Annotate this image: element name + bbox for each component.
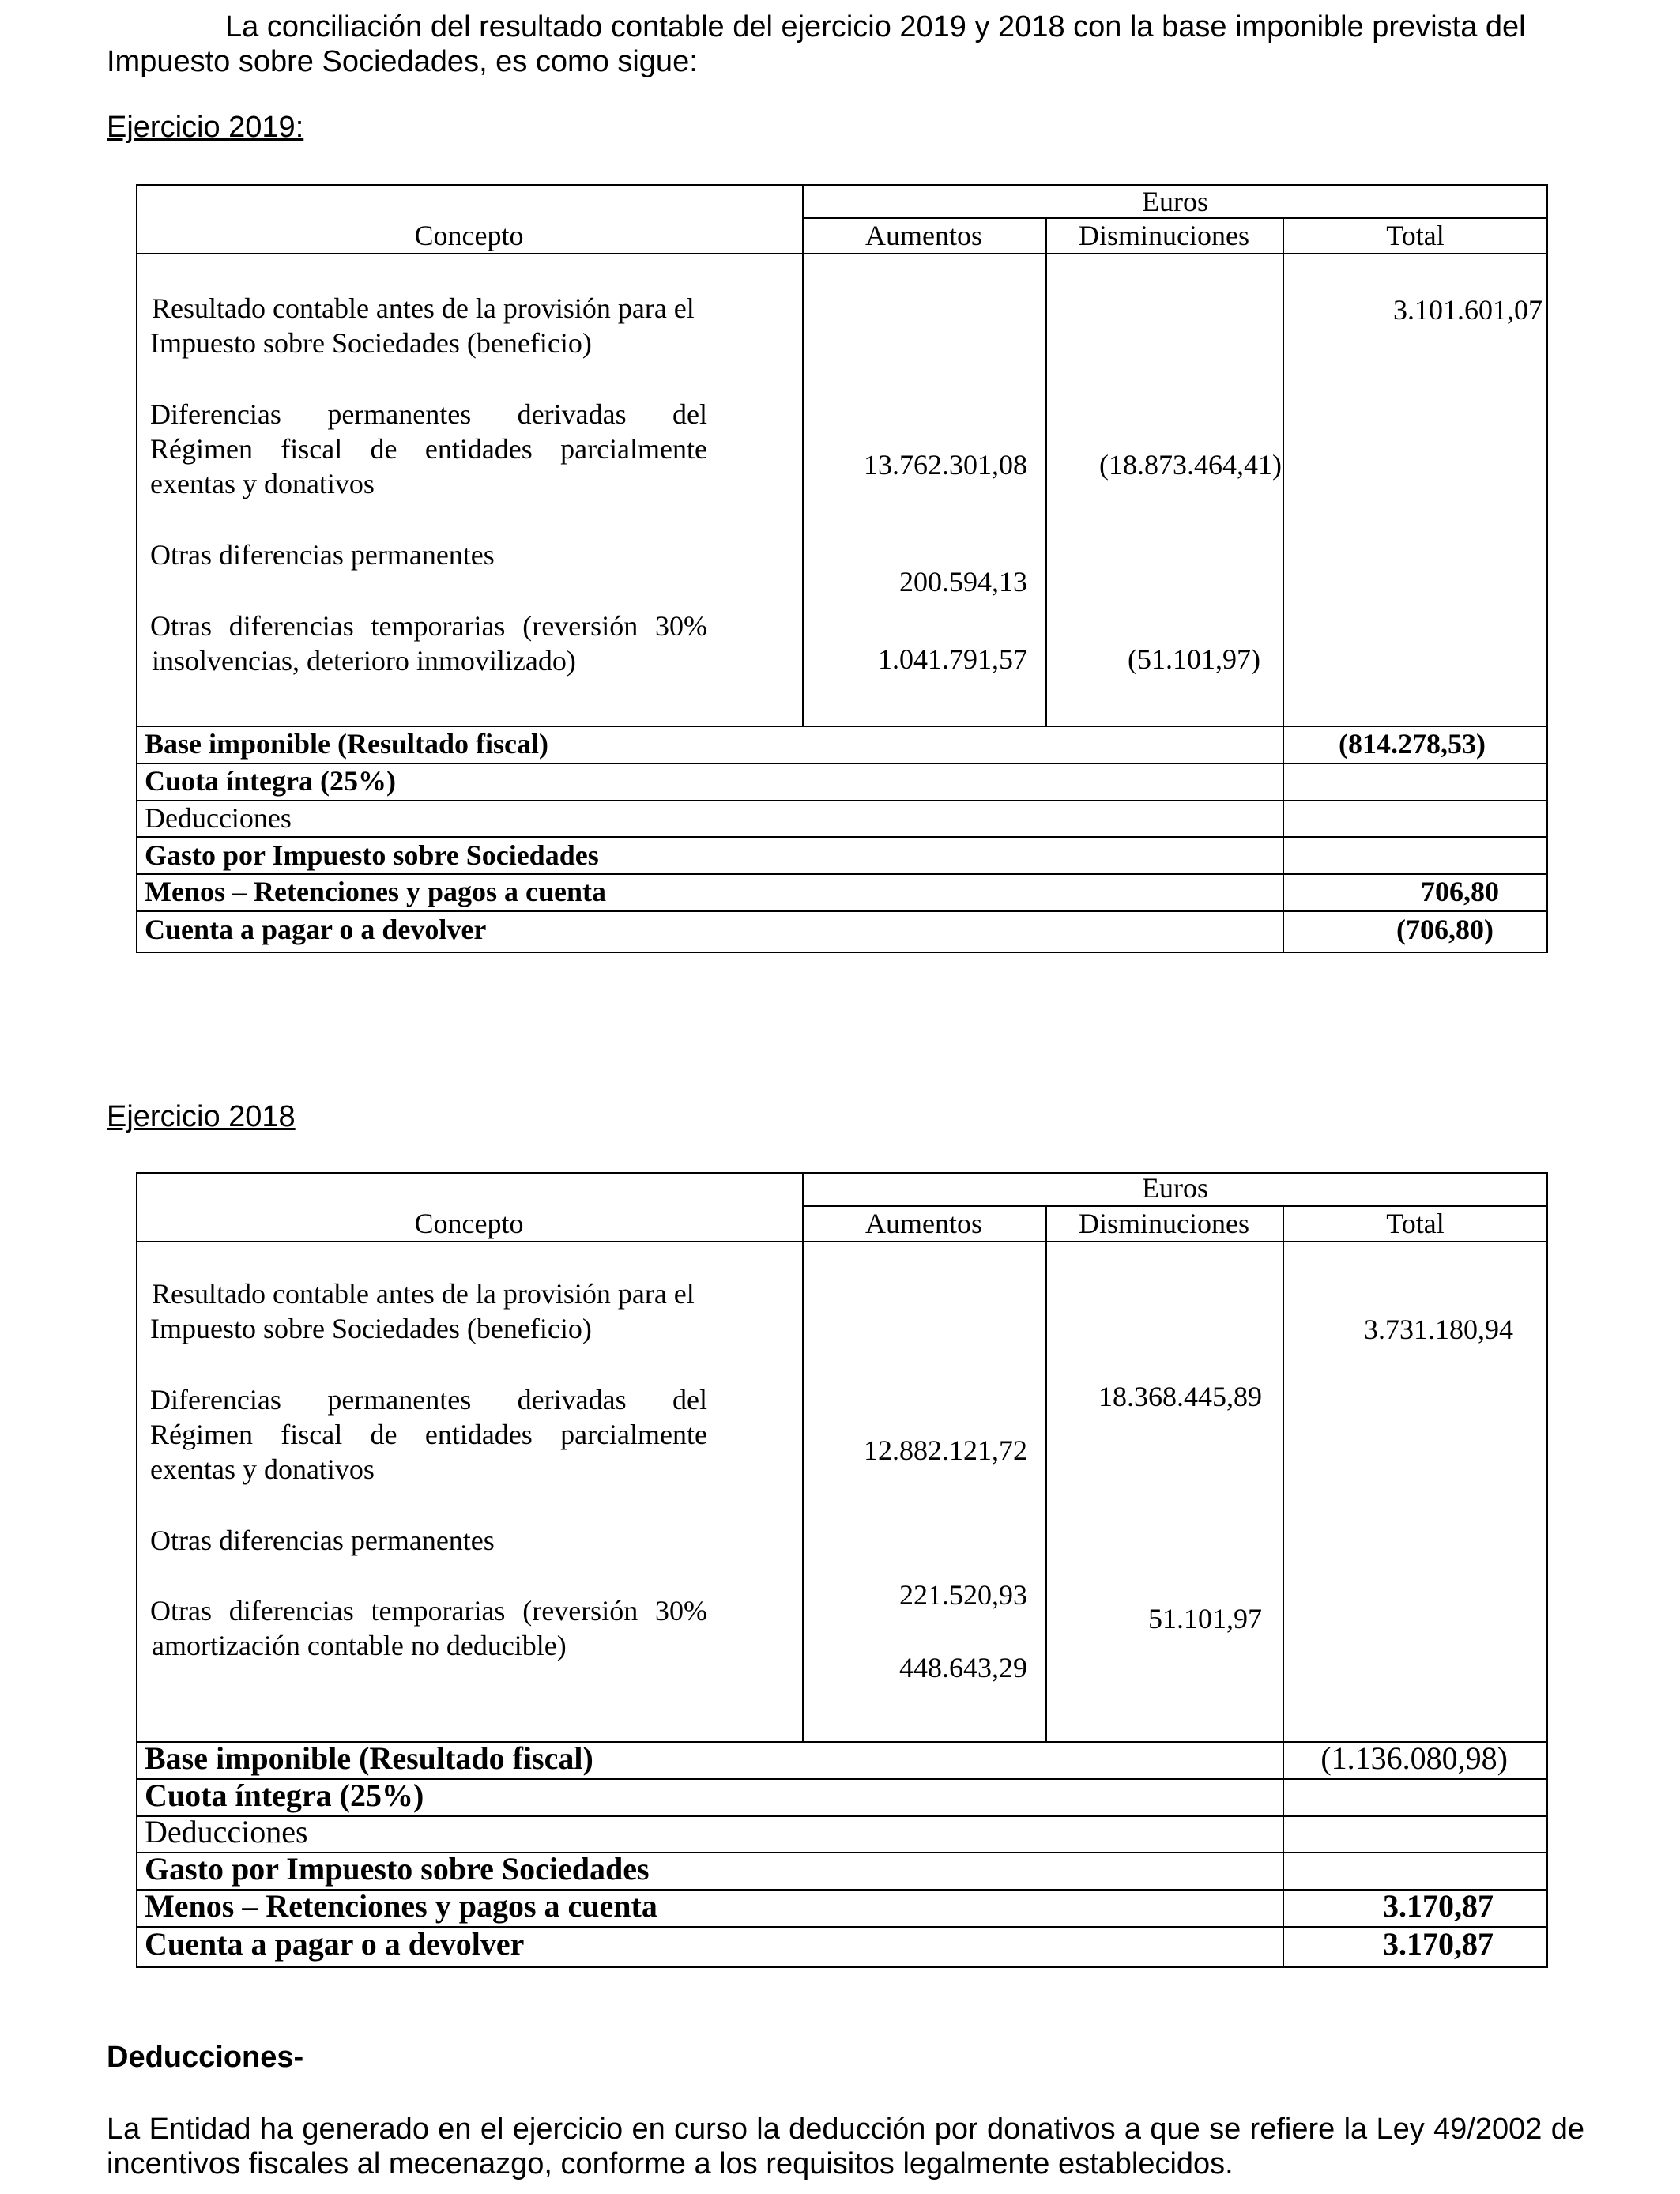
row-concept-line: Impuesto sobre Sociedades (beneficio) [150, 1313, 592, 1344]
summary-value: (814.278,53) [1339, 728, 1486, 760]
deducciones-heading: Deducciones- [107, 2041, 304, 2074]
row-concept-line: exentas y donativos [150, 1453, 375, 1485]
row-disminuciones-value: (18.873.464,41) [1099, 449, 1282, 481]
summary-label: Cuenta a pagar o a devolver [145, 914, 487, 945]
header-concepto: Concepto [414, 220, 524, 251]
row-disminuciones-value: 18.368.445,89 [1098, 1381, 1262, 1412]
row-aumentos-value: 448.643,29 [899, 1652, 1027, 1683]
summary-label: Deducciones [145, 1814, 308, 1849]
row-concept-line: exentas y donativos [150, 468, 375, 499]
summary-value: 706,80 [1421, 876, 1499, 907]
summary-label: Base imponible (Resultado fiscal) [145, 728, 549, 760]
summary-label: Menos – Retenciones y pagos a cuenta [145, 1888, 657, 1924]
row-concept-line: Régimen fiscal de entidades parcialmente [150, 433, 707, 465]
summary-label: Cuota íntegra (25%) [145, 765, 396, 797]
row-concept-line: Otras diferencias permanentes [150, 539, 495, 571]
intro-paragraph [107, 9, 1592, 79]
row-disminuciones-value: (51.101,97) [1128, 643, 1260, 675]
summary-value: 3.170,87 [1383, 1926, 1494, 1962]
row-concept-line: Resultado contable antes de la provisión para el [152, 1278, 695, 1310]
row-concept-line: Impuesto sobre Sociedades (beneficio) [150, 327, 592, 359]
header-currency: Euros [1142, 1172, 1208, 1204]
intro-text: La conciliación del resultado contable del ejercicio 2019 y 2018 con la base imponible prevista del Impuesto sobre Sociedades, es como sigue: [107, 10, 1526, 78]
deducciones-paragraph: La Entidad ha generado en el ejercicio en curso la deducción por donativos a que se refiere la Ley 49/2002 de incentivos fiscales al mecenazgo, conforme a los requisitos legalmente establecidos. [107, 2113, 1584, 2181]
summary-label: Cuenta a pagar o a devolver [145, 1926, 525, 1962]
header-disminuciones: Disminuciones [1079, 220, 1249, 251]
row-aumentos-value: 12.882.121,72 [864, 1434, 1027, 1466]
section-title-2018: Ejercicio 2018 [107, 1100, 296, 1133]
row-total-value: 3.101.601,07 [1393, 294, 1543, 326]
row-concept-line: Otras diferencias permanentes [150, 1525, 495, 1556]
header-aumentos: Aumentos [865, 220, 982, 251]
summary-label: Gasto por Impuesto sobre Sociedades [145, 839, 599, 871]
summary-label: Base imponible (Resultado fiscal) [145, 1740, 593, 1776]
summary-label: Cuota íntegra (25%) [145, 1777, 424, 1813]
header-concepto: Concepto [414, 1208, 524, 1239]
summary-value: 3.170,87 [1383, 1888, 1494, 1924]
row-concept-line: Diferencias permanentes derivadas del [150, 398, 707, 430]
row-disminuciones-value: 51.101,97 [1148, 1603, 1262, 1634]
row-aumentos-value: 200.594,13 [899, 566, 1027, 598]
row-aumentos-value: 1.041.791,57 [878, 643, 1027, 675]
summary-label: Gasto por Impuesto sobre Sociedades [145, 1851, 650, 1887]
header-currency: Euros [1142, 186, 1208, 217]
summary-value: (706,80) [1396, 914, 1494, 945]
row-concept-line: amortización contable no deducible) [152, 1630, 567, 1661]
summary-label: Menos – Retenciones y pagos a cuenta [145, 876, 606, 907]
header-aumentos: Aumentos [865, 1208, 982, 1239]
row-concept-line: Otras diferencias temporarias (reversión 30% [150, 1595, 707, 1627]
header-total: Total [1386, 220, 1445, 251]
header-disminuciones: Disminuciones [1079, 1208, 1249, 1239]
header-total: Total [1386, 1208, 1445, 1239]
row-aumentos-value: 13.762.301,08 [864, 449, 1027, 481]
summary-label: Deducciones [145, 802, 292, 834]
row-aumentos-value: 221.520,93 [899, 1579, 1027, 1611]
row-concept-line: insolvencias, deterioro inmovilizado) [152, 645, 576, 677]
row-total-value: 3.731.180,94 [1364, 1314, 1513, 1345]
row-concept-line: Resultado contable antes de la provisión para el [152, 292, 695, 324]
row-concept-line: Otras diferencias temporarias (reversión 30% [150, 610, 707, 642]
row-concept-line: Régimen fiscal de entidades parcialmente [150, 1419, 707, 1450]
summary-value: (1.136.080,98) [1320, 1740, 1508, 1776]
row-concept-line: Diferencias permanentes derivadas del [150, 1384, 707, 1416]
section-title-2019: Ejercicio 2019: [107, 111, 304, 144]
